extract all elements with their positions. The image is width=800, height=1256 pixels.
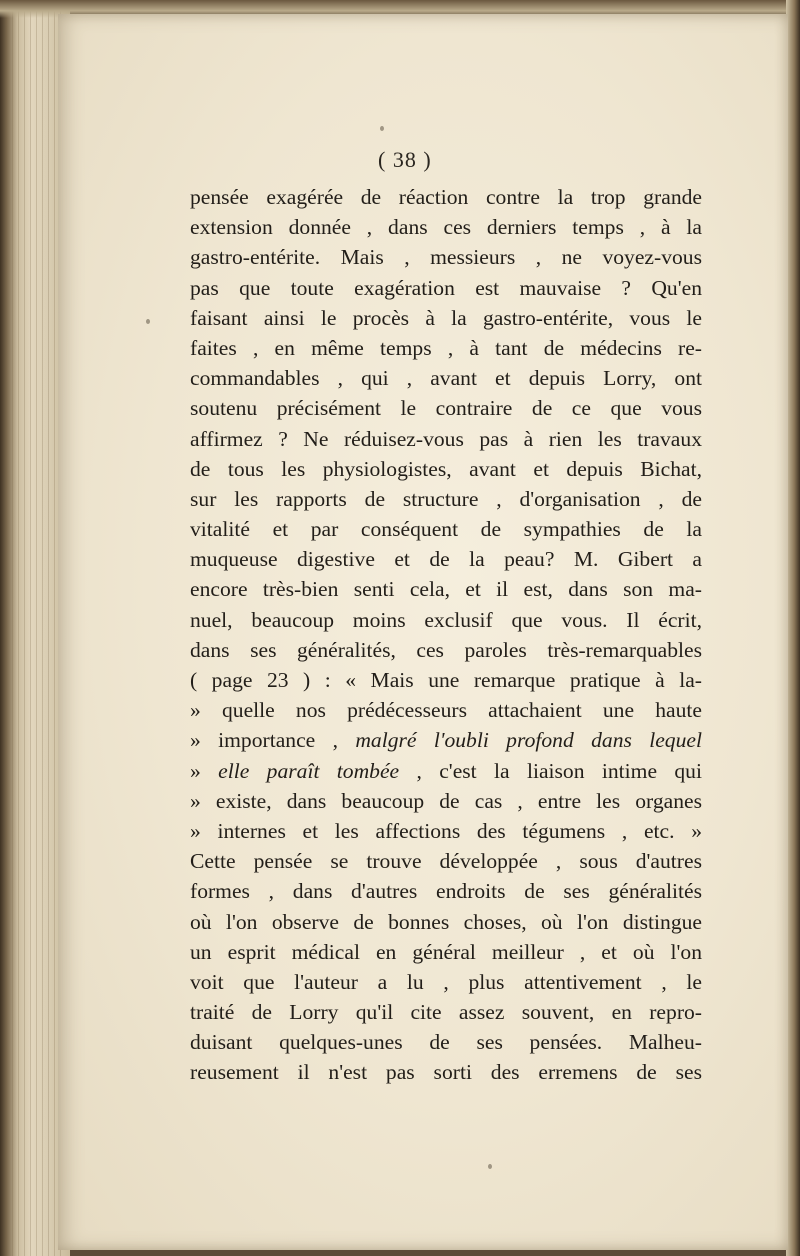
text-line: un esprit médical en général meilleur , et où l'on <box>190 939 702 964</box>
text-line: pensée exagérée de réaction contre la trop grande <box>190 185 702 209</box>
text-segment: » <box>190 758 219 783</box>
italic-quote: elle paraît tombée <box>218 758 400 783</box>
text-line <box>190 756 702 786</box>
text-line: de tous les physiologistes, avant et depuis Bichat, <box>190 456 702 481</box>
text-segment: , c'est la liaison intime qui <box>399 758 702 783</box>
text-line <box>190 725 702 755</box>
text-line: traité de Lorry qu'il cite assez souvent, en repro- <box>190 1000 702 1025</box>
text-segment: » importance , <box>190 728 356 753</box>
body-text <box>190 182 702 1088</box>
text-line: nuel, beaucoup moins exclusif que vous. Il écrit, <box>190 607 702 632</box>
page-number: ( 38 ) <box>378 147 432 172</box>
text-line: » internes et les affections des tégumens , etc. » <box>190 818 702 843</box>
text-line: » existe, dans beaucoup de cas , entre les organes <box>190 788 702 813</box>
text-line: muqueuse digestive et de la peau? M. Gibert a <box>190 547 702 572</box>
paper-speck <box>146 319 150 324</box>
text-line: faites , en même temps , à tant de médecins re- <box>190 335 702 360</box>
page-edges <box>6 0 66 1256</box>
text-line: Cette pensée se trouve développée , sous d'autres <box>190 849 702 874</box>
paper-speck <box>488 1164 492 1169</box>
text-line: sur les rapports de structure , d'organisation , de <box>190 486 702 511</box>
text-line: reusement il n'est pas sorti des erremens de ses <box>190 1060 702 1085</box>
italic-quote: malgré l'oubli profond dans lequel <box>355 728 702 753</box>
text-line: soutenu précisément le contraire de ce que vous <box>190 396 702 421</box>
right-edge <box>786 0 800 1256</box>
text-line: formes , dans d'autres endroits de ses généralités <box>190 879 702 904</box>
text-line: voit que l'auteur a lu , plus attentivement , le <box>190 969 702 994</box>
text-line: dans ses généralités, ces paroles très-remarquables <box>190 637 702 662</box>
text-line: encore très-bien senti cela, et il est, dans son ma- <box>190 577 702 602</box>
text-line: vitalité et par conséquent de sympathies de la <box>190 517 702 542</box>
text-line: faisant ainsi le procès à la gastro-entérite, vous le <box>190 305 702 330</box>
text-line: affirmez ? Ne réduisez-vous pas à rien les travaux <box>190 426 702 451</box>
text-line: pas que toute exagération est mauvaise ? Qu'en <box>190 275 702 300</box>
text-line: duisant quelques-unes de ses pensées. Malheu- <box>190 1030 702 1055</box>
text-line: extension donnée , dans ces derniers temps , à la <box>190 215 702 240</box>
text-line: » quelle nos prédécesseurs attachaient une haute <box>190 698 702 723</box>
paper-speck <box>380 126 384 131</box>
text-line: ( page 23 ) : « Mais une remarque pratique à la- <box>190 668 702 692</box>
text-line: gastro-entérite. Mais , messieurs , ne voyez-vous <box>190 245 702 270</box>
text-line: où l'on observe de bonnes choses, où l'on distingue <box>190 909 702 934</box>
text-line: commandables , qui , avant et depuis Lorry, ont <box>190 366 702 391</box>
